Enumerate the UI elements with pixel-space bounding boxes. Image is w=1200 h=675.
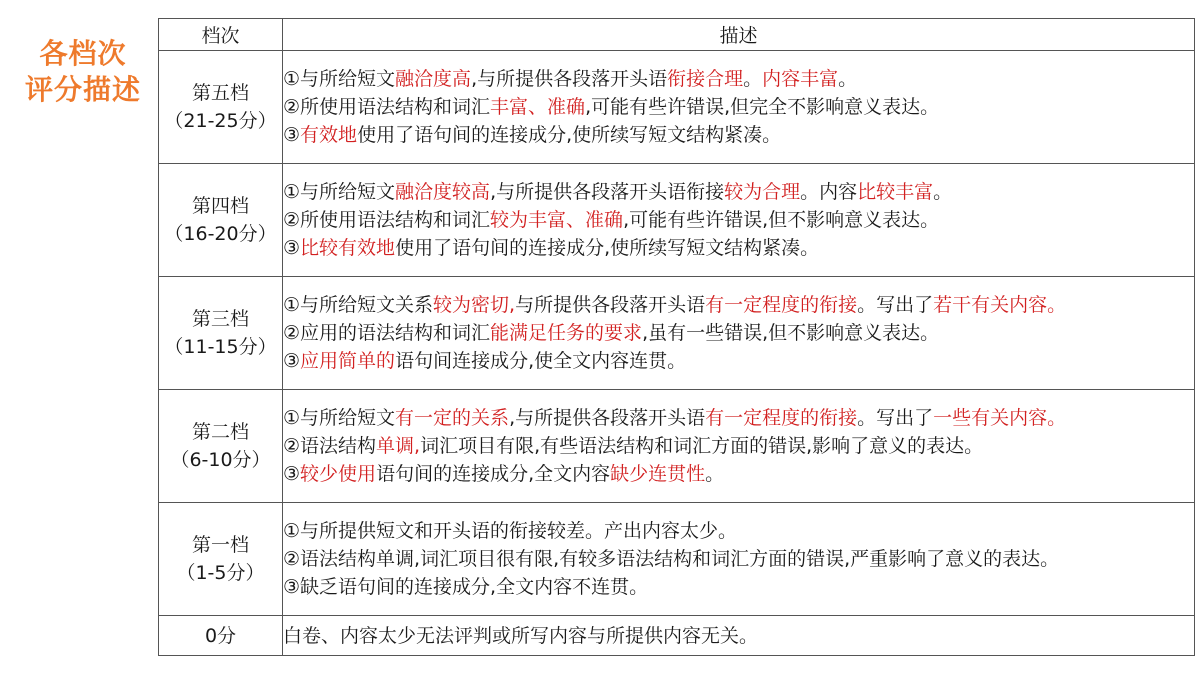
level-text: 第三档 — [191, 308, 249, 330]
highlight-text: 比较丰富 — [857, 181, 934, 203]
desc-line — [283, 517, 1194, 545]
highlight-text: 缺少连贯性 — [610, 463, 706, 485]
level-cell — [159, 164, 283, 277]
level-cell — [159, 503, 283, 616]
desc-cell — [283, 277, 1195, 390]
desc-text: ①与所提供短文和开头语的衔接较差。产出内容太少。 — [283, 520, 738, 542]
desc-text: 。内容 — [800, 181, 858, 203]
desc-text: ②所使用语法结构和词汇 — [283, 96, 491, 118]
level-text: 第一档 — [191, 534, 249, 556]
desc-text: ,与所提供各段落开头语衔接 — [490, 181, 725, 203]
level-text: 第二档 — [191, 421, 249, 443]
highlight-text: 一些有关内容。 — [933, 407, 1067, 429]
desc-text: ,与所提供各段落开头语 — [509, 407, 706, 429]
scoring-table — [158, 18, 1195, 656]
level-text: （1-5分） — [176, 562, 265, 584]
highlight-text: 单调, — [376, 435, 421, 457]
header-level: 档次 — [159, 19, 283, 51]
highlight-text: 较为合理 — [724, 181, 801, 203]
desc-text: ,虽有一些错误,但不影响意义表达。 — [642, 322, 940, 344]
desc-line — [283, 545, 1194, 573]
desc-line — [283, 93, 1194, 121]
desc-text: 使用了语句间的连接成分,使所续写短文结构紧凑。 — [395, 237, 820, 259]
level-text: 第四档 — [191, 195, 249, 217]
level-text: （11-15分） — [164, 336, 277, 358]
table-row — [159, 277, 1195, 390]
desc-text: ①与所给短文 — [283, 407, 396, 429]
highlight-text: 能满足任务的要求 — [490, 322, 643, 344]
desc-text: 。 — [743, 68, 763, 90]
highlight-text: 丰富、准确 — [490, 96, 586, 118]
desc-text: 。写出了 — [857, 294, 934, 316]
desc-text: ③缺乏语句间的连接成分,全文内容不连贯。 — [283, 576, 649, 598]
table-row — [159, 390, 1195, 503]
desc-text: ,可能有些许错误,但不影响意义表达。 — [623, 209, 940, 231]
highlight-text: 有一定的关系 — [395, 407, 510, 429]
highlight-text: 较为丰富、准确 — [490, 209, 624, 231]
table-row — [159, 51, 1195, 164]
table-row — [159, 164, 1195, 277]
desc-text: ②所使用语法结构和词汇 — [283, 209, 491, 231]
desc-line — [283, 121, 1194, 149]
desc-cell: 白卷、内容太少无法评判或所写内容与所提供内容无关。 — [283, 616, 1195, 656]
desc-line — [283, 432, 1194, 460]
desc-line — [283, 319, 1194, 347]
level-text: 第五档 — [191, 82, 249, 104]
desc-text: ,与所提供各段落开头语 — [471, 68, 668, 90]
desc-cell — [283, 51, 1195, 164]
desc-text: ②应用的语法结构和词汇 — [283, 322, 491, 344]
highlight-text: 较少使用 — [300, 463, 377, 485]
level-cell — [159, 390, 283, 503]
desc-text: 与所提供各段落开头语 — [515, 294, 706, 316]
header-row — [159, 19, 1195, 51]
desc-line — [283, 460, 1194, 488]
highlight-text: 比较有效地 — [300, 237, 396, 259]
desc-text: 。 — [838, 68, 858, 90]
desc-line — [283, 206, 1194, 234]
highlight-text: 融洽度较高 — [395, 181, 491, 203]
page-title — [18, 36, 148, 108]
desc-text: 。写出了 — [857, 407, 934, 429]
desc-line — [283, 234, 1194, 262]
highlight-text: 内容丰富 — [762, 68, 839, 90]
highlight-text: 融洽度高 — [395, 68, 472, 90]
desc-text: 词汇项目有限,有些语法结构和词汇方面的错误,影响了意义的表达。 — [420, 435, 984, 457]
desc-text: 。 — [933, 181, 953, 203]
header-desc: 描述 — [283, 19, 1195, 51]
highlight-text: 应用简单的 — [300, 350, 396, 372]
desc-text: 使用了语句间的连接成分,使所续写短文结构紧凑。 — [357, 124, 782, 146]
level-text: （6-10分） — [170, 449, 271, 471]
desc-line — [283, 347, 1194, 375]
desc-cell — [283, 390, 1195, 503]
desc-line — [283, 573, 1194, 601]
desc-line — [283, 65, 1194, 93]
desc-text: ①与所给短文 — [283, 68, 396, 90]
desc-line — [283, 178, 1194, 206]
level-cell — [159, 51, 283, 164]
desc-cell — [283, 503, 1195, 616]
highlight-text: 有效地 — [300, 124, 358, 146]
highlight-text: 较为密切, — [433, 294, 516, 316]
desc-text: ,可能有些许错误,但完全不影响意义表达。 — [585, 96, 940, 118]
highlight-text: 若干有关内容。 — [933, 294, 1067, 316]
desc-text: ①与所给短文关系 — [283, 294, 434, 316]
desc-text: ②语法结构 — [283, 435, 377, 457]
desc-text: 语句间连接成分,使全文内容连贯。 — [395, 350, 687, 372]
desc-text: ③ — [283, 237, 301, 259]
desc-text: 语句间的连接成分,全文内容 — [376, 463, 611, 485]
level-cell: 0分 — [159, 616, 283, 656]
desc-line — [283, 291, 1194, 319]
highlight-text: 有一定程度的衔接 — [705, 407, 858, 429]
table-row — [159, 503, 1195, 616]
level-text: （21-25分） — [164, 110, 277, 132]
page-title-line-2: 评分描述 — [24, 73, 141, 106]
desc-text: ②语法结构单调,词汇项目很有限,有较多语法结构和词汇方面的错误,严重影响了意义的表达。 — [283, 548, 1060, 570]
page-title-line-1: 各档次 — [39, 37, 127, 70]
desc-cell — [283, 164, 1195, 277]
level-cell — [159, 277, 283, 390]
table-row-zero — [159, 616, 1195, 656]
desc-text: ③ — [283, 350, 301, 372]
desc-text: ①与所给短文 — [283, 181, 396, 203]
desc-text: ③ — [283, 124, 301, 146]
highlight-text: 衔接合理 — [667, 68, 744, 90]
desc-line — [283, 404, 1194, 432]
level-text: （16-20分） — [164, 223, 277, 245]
highlight-text: 有一定程度的衔接 — [705, 294, 858, 316]
desc-text: 。 — [705, 463, 725, 485]
desc-text: ③ — [283, 463, 301, 485]
